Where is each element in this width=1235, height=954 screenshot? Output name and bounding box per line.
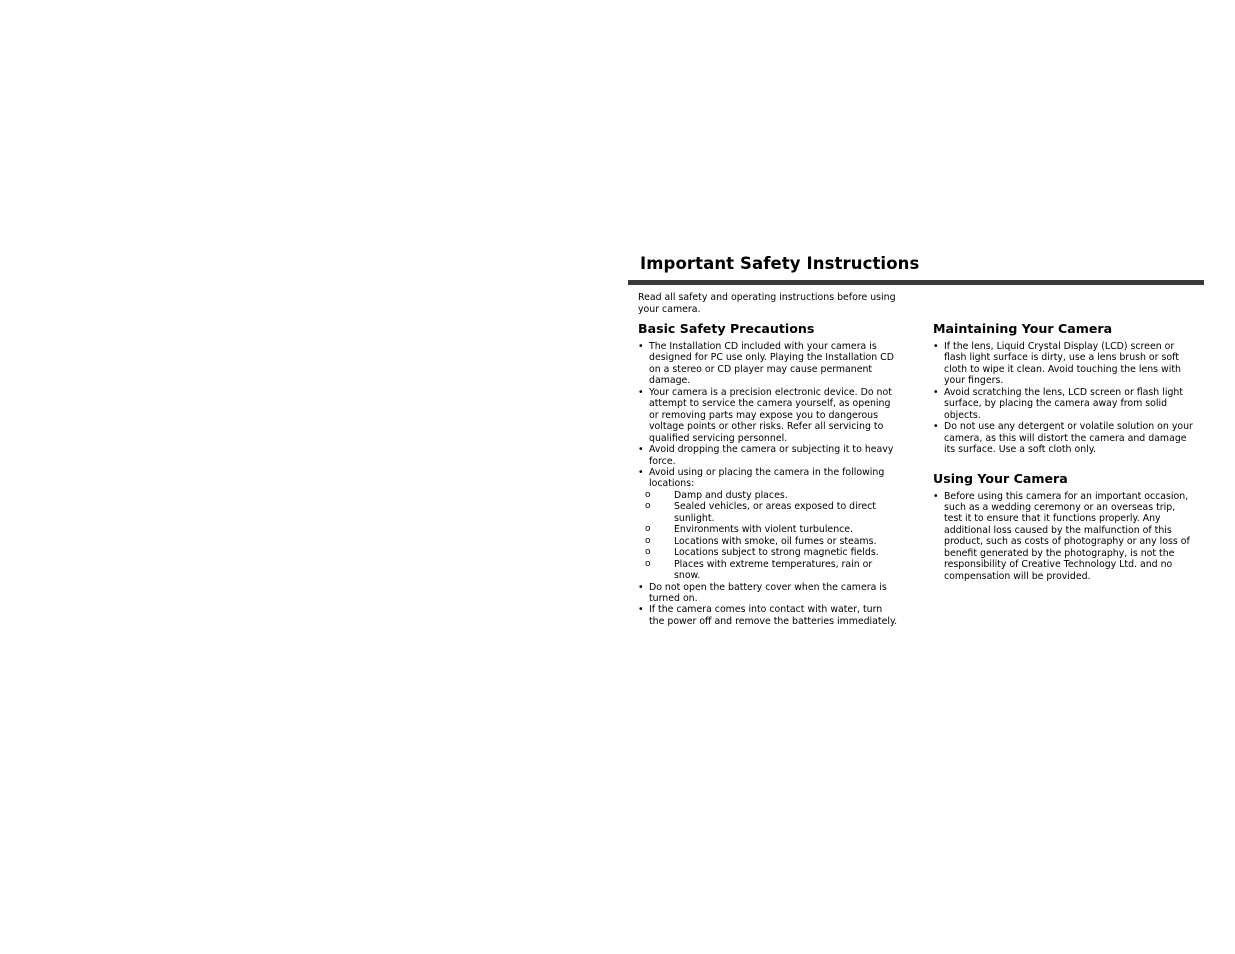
list-item: • Your camera is a precision electronic device. Do not attempt to service the camera yourself, as opening or removing parts may expose you to dangerous voltage points or other risks. Refer all servicing to qualified servicing personnel.	[638, 386, 892, 444]
sub-list-item: o Environments with violent turbulence.	[645, 524, 854, 536]
right-column	[933, 320, 1195, 582]
using-list	[933, 491, 1195, 583]
list-item: • Before using this camera for an important occasion, such as a wedding ceremony or an overseas trip, test it to ensure that it functions properly. Any additional loss caused by the malfunction of this product, such as costs of photography or any loss of benefit generated by the photography, is not the responsibility of Creative Technology Ltd. and no compensation will be provided.	[933, 490, 1190, 582]
list-item: • The Installation CD included with your camera is designed for PC use only. Playing the Installation CD on a stereo or CD player may cause permanent damage.	[638, 341, 894, 387]
basic-safety-list	[638, 341, 900, 490]
list-item: • If the lens, Liquid Crystal Display (LCD) screen or flash light surface is dirty, use a lens brush or soft cloth to wipe it clean. Avoid touching the lens with your fingers.	[933, 341, 1181, 387]
list-item: • Do not open the battery cover when the camera is turned on.	[638, 581, 887, 604]
list-item: • Avoid scratching the lens, LCD screen or flash light surface, by placing the camera away from solid objects.	[933, 386, 1184, 421]
list-item: • Avoid using or placing the camera in the following locations:	[638, 466, 885, 490]
circle-bullet-icon: o	[645, 535, 651, 546]
circle-bullet-icon: o	[645, 547, 651, 558]
title-divider	[628, 280, 1204, 285]
bullet-icon: •	[638, 386, 644, 398]
locations-sublist	[638, 490, 900, 582]
section-spacer	[933, 456, 1195, 470]
list-item: • If the camera comes into contact with water, turn the power off and remove the batteries immediately.	[638, 604, 898, 627]
bullet-icon: •	[638, 341, 644, 352]
circle-bullet-icon: o	[645, 501, 651, 512]
bullet-icon: •	[933, 386, 939, 398]
sub-list-item: o Places with extreme temperatures, rain or snow.	[645, 558, 873, 582]
bullet-icon: •	[933, 341, 939, 352]
list-item: • Do not use any detergent or volatile solution on your camera, as this will distort the camera and damage its surface. Use a soft cloth only.	[933, 421, 1193, 456]
bullet-icon: •	[638, 581, 644, 593]
basic-safety-list-continued	[638, 582, 900, 628]
sub-list-item: o Damp and dusty places.	[645, 489, 788, 501]
page-title: Important Safety Instructions	[640, 254, 920, 273]
left-column	[638, 320, 900, 627]
maintaining-heading: Maintaining Your Camera	[933, 321, 1113, 336]
list-item: • Avoid dropping the camera or subjecting it to heavy force.	[638, 444, 894, 467]
circle-bullet-icon: o	[645, 524, 651, 535]
circle-bullet-icon: o	[645, 489, 651, 500]
sub-list-item: o Locations subject to strong magnetic fields.	[645, 547, 879, 559]
intro-text: Read all safety and operating instructions before using your camera.	[638, 292, 896, 315]
sub-list-item: o Locations with smoke, oil fumes or steams.	[645, 535, 877, 547]
bullet-icon: •	[638, 604, 644, 616]
bullet-icon: •	[933, 490, 939, 502]
bullet-icon: •	[933, 421, 939, 433]
using-heading: Using Your Camera	[933, 470, 1068, 486]
basic-safety-heading: Basic Safety Precautions	[638, 321, 815, 336]
bullet-icon: •	[638, 466, 644, 478]
maintaining-list	[933, 341, 1195, 456]
circle-bullet-icon: o	[645, 558, 651, 569]
sub-list-item: o Sealed vehicles, or areas exposed to direct sunlight.	[645, 501, 876, 524]
bullet-icon: •	[638, 444, 644, 456]
